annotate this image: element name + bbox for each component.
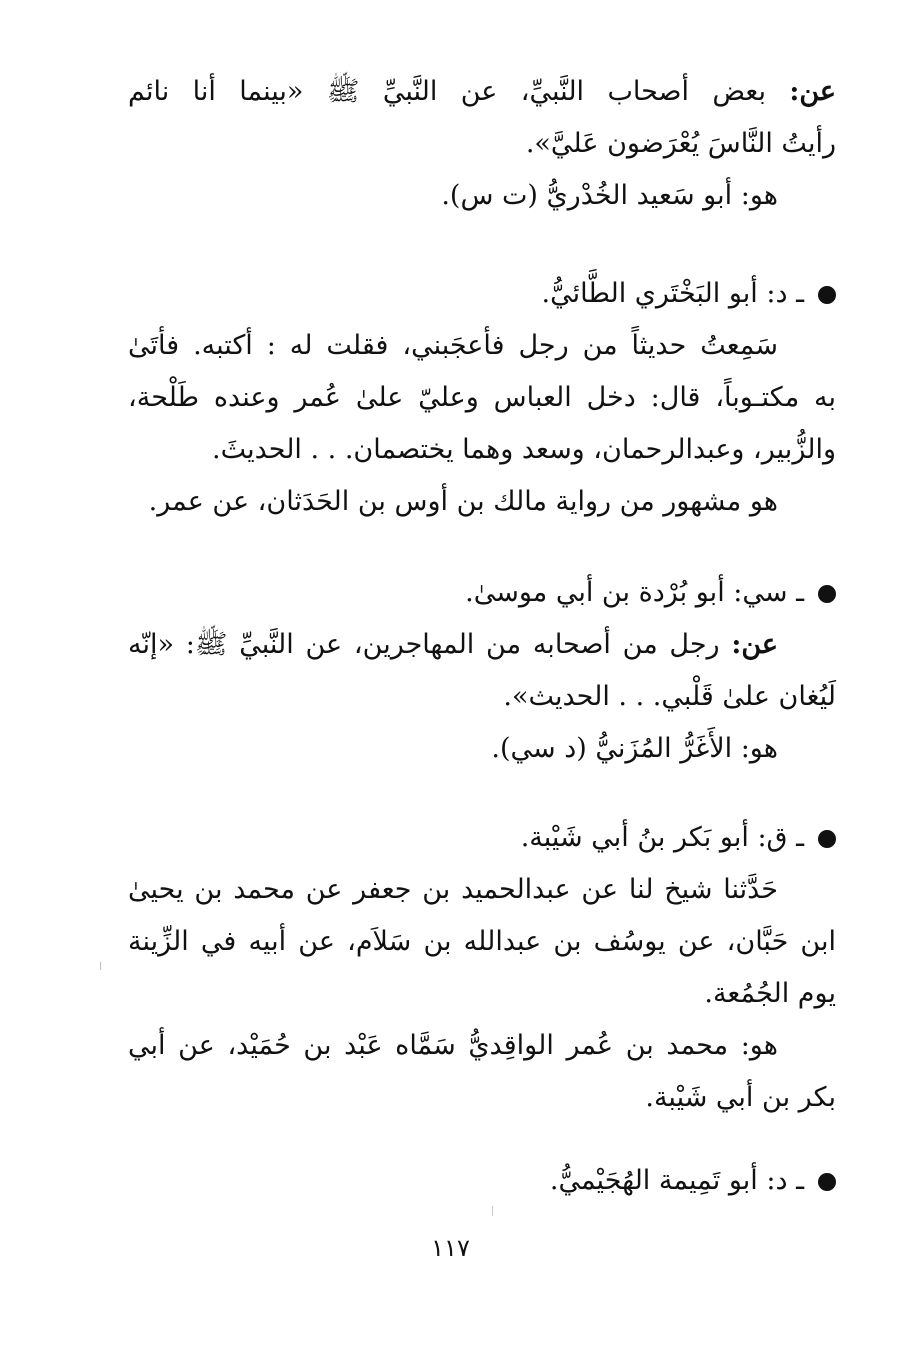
entry-lead-label: عن: <box>789 76 836 107</box>
entry-line: حَدَّثنا شيخ لنا عن عبدالحميد بن جعفر عن محمد بن يحيىٰ <box>128 874 778 905</box>
entry-heading <box>128 812 836 864</box>
entry-block-4 <box>128 1155 836 1207</box>
bullet-icon <box>818 286 836 304</box>
margin-speck <box>100 962 101 970</box>
entry-heading-text: ـ سي: أبو بُرْدة بن أبي موسىٰ. <box>465 577 804 608</box>
entry-line <box>128 66 836 118</box>
entry-lead-label: عن: <box>731 629 778 660</box>
margin-speck <box>492 1206 493 1216</box>
entry-line: سَمِعتُ حديثاً من رجل فأعجَبني، فقلت له : أكتبه. فأتَىٰ <box>128 330 778 361</box>
entry-line: به مكتـوباً، قال: دخل العباس وعليّ علىٰ عُمر وعنده طَلْحة، <box>128 382 836 413</box>
entry-line: هو: أبو سَعيد الخُدْريُّ (ت س). <box>441 180 778 211</box>
entry-heading <box>128 268 836 320</box>
page-number: ١١٧ <box>431 1234 470 1262</box>
entry-block-1 <box>128 268 836 528</box>
entry-line: هو: الأَغَرُّ المُزَنيُّ (د سي). <box>491 733 778 764</box>
entry-heading-text: ـ د: أبو تَمِيمة الهُجَيْميُّ. <box>549 1165 804 1196</box>
entry-line: رأيتُ النَّاسَ يُعْرَضون عَليَّ». <box>525 128 836 159</box>
entry-line: هو: محمد بن عُمر الواقِديُّ سَمَّاه عَبْد بن حُمَيْد، عن أبي <box>128 1030 778 1061</box>
entry-line: لَيُغان علىٰ قَلْبي. . . الحديث». <box>503 681 836 712</box>
entry-line: هو مشهور من رواية مالك بن أوس بن الحَدَثان، عن عمر. <box>148 486 778 517</box>
entry-heading <box>128 567 836 619</box>
entry-line <box>128 619 836 671</box>
entry-heading <box>128 1155 836 1207</box>
entry-heading-text: ـ ق: أبو بَكر بنُ أبي شَيْبة. <box>520 822 804 853</box>
bullet-icon <box>818 1173 836 1191</box>
entry-line: بكر بن أبي شَيْبة. <box>645 1082 836 1113</box>
entry-line: ابن حَبَّان، عن يوسُف بن عبدالله بن سَلاَم، عن أبيه في الزِّينة <box>128 926 836 957</box>
entry-block-0 <box>128 66 836 222</box>
entry-heading-text: ـ د: أبو البَخْتَري الطَّائيُّ. <box>541 278 804 309</box>
entry-line-text: رجل من أصحابه من المهاجرين، عن النَّبيِّ ﷺ: «إنّه <box>128 629 732 660</box>
bullet-icon <box>818 830 836 848</box>
entry-line-text: بعض أصحاب النَّبيِّ، عن النَّبيِّ ﷺ «بينما أنا نائم <box>128 76 790 107</box>
entry-line: يوم الجُمُعة. <box>704 978 836 1009</box>
bullet-icon <box>818 585 836 603</box>
entry-block-3 <box>128 812 836 1124</box>
entry-line: والزُّبير، وعبدالرحمان، وسعد وهما يختصمان. . . الحديثَ. <box>211 434 836 465</box>
entry-block-2 <box>128 567 836 775</box>
